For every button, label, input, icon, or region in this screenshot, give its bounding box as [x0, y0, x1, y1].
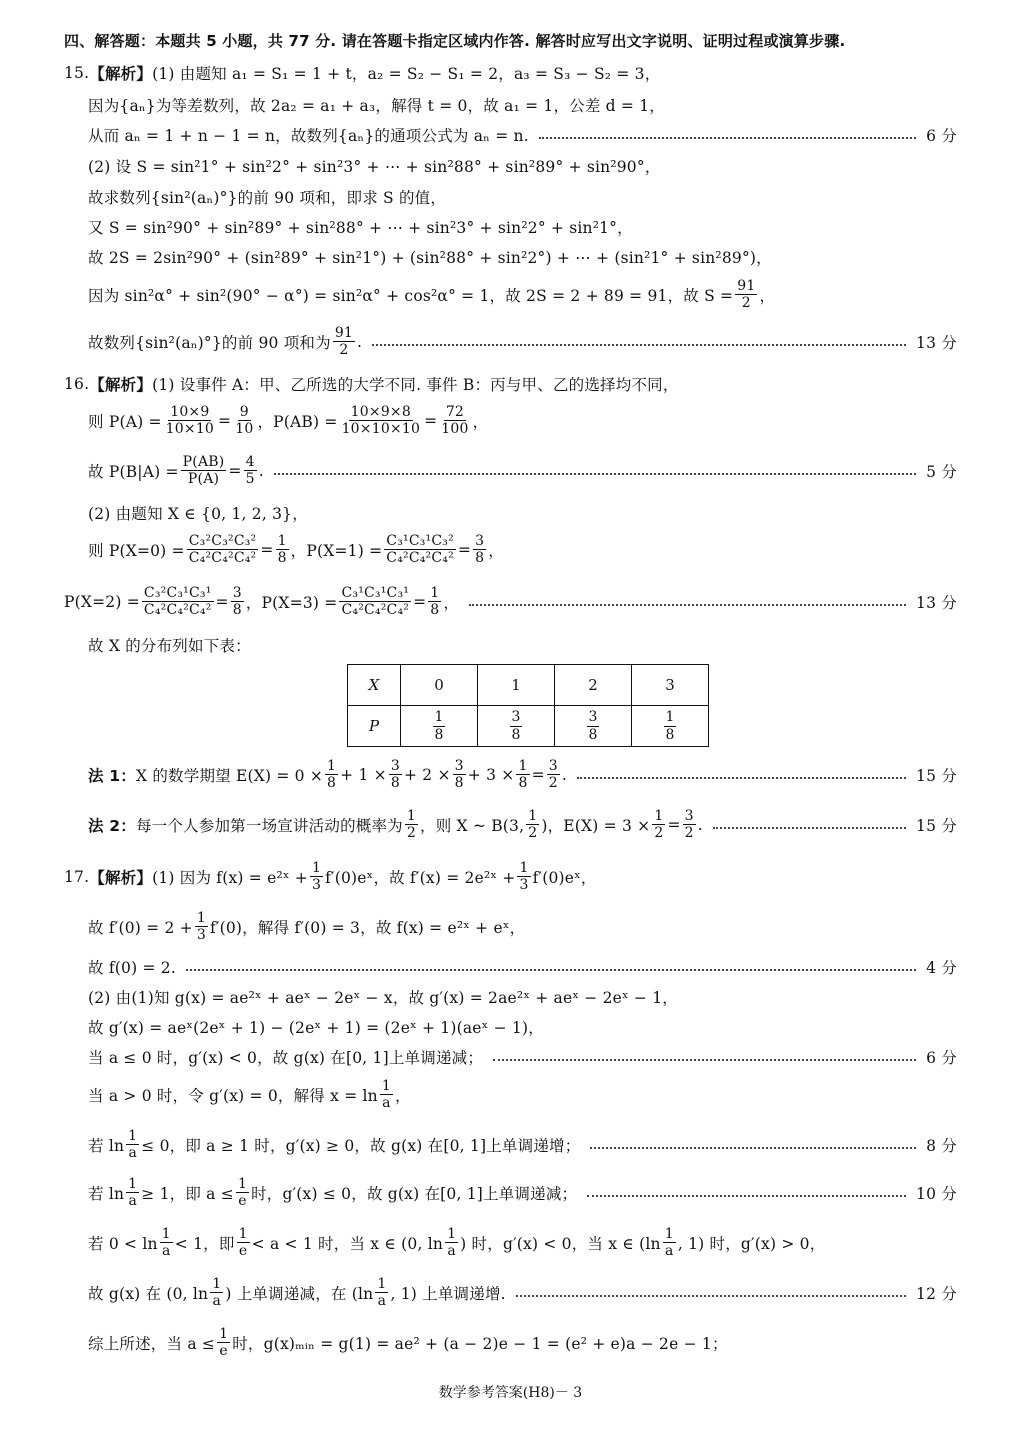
- text-segment: ，: [488, 541, 504, 560]
- denominator: 8: [327, 775, 337, 792]
- fraction: [516, 758, 529, 791]
- denominator: C₄²C₄²C₄²: [143, 602, 212, 619]
- question-number: 16.: [64, 375, 90, 393]
- text-segment: 故 P(B|A) =: [88, 462, 179, 481]
- fraction: [181, 454, 227, 487]
- q15-line-9: [88, 325, 957, 358]
- denominator: 8: [390, 775, 400, 792]
- fraction: [340, 404, 423, 437]
- numerator: 3: [511, 709, 521, 726]
- text-segment: =: [457, 540, 472, 559]
- score: 13 分: [916, 333, 957, 352]
- distribution-table: [347, 664, 709, 747]
- score: 5 分: [926, 462, 957, 481]
- q16-line-5: [88, 533, 957, 566]
- text-segment: .: [561, 765, 568, 784]
- analysis-tag: 【解析】: [89, 376, 153, 394]
- denominator: 2: [528, 825, 538, 842]
- score: 13 分: [916, 593, 957, 612]
- text-segment: )，E(X) = 3 ×: [541, 816, 651, 835]
- fraction: [735, 278, 757, 311]
- denominator: e: [219, 1343, 228, 1360]
- table-cell: [555, 706, 632, 747]
- q17-line-2: [88, 910, 957, 943]
- table-cell: 2: [555, 665, 632, 706]
- table-row: [348, 665, 709, 706]
- table-row: [348, 706, 709, 747]
- dot-leader: [577, 777, 906, 779]
- table-cell: 1: [478, 665, 555, 706]
- dot-leader: [493, 1059, 916, 1061]
- denominator: 8: [511, 726, 521, 743]
- text-segment: 则 P(X=0) =: [88, 541, 185, 560]
- table-header-cell: P: [348, 706, 401, 747]
- text-segment: 若 ln: [88, 1136, 125, 1155]
- denominator: 10×10: [165, 421, 215, 438]
- section-header: 四、解答题：本题共 5 小题，共 77 分. 请在答题卡指定区域内作答. 解答时应写出文字说明、证明过程或演算步骤.: [64, 32, 846, 50]
- q17-line-10: [88, 1226, 957, 1259]
- fraction: [310, 860, 323, 893]
- dot-leader: [469, 604, 906, 606]
- fraction: [433, 709, 446, 742]
- text-segment: 故数列{sin²(aₙ)°}的前 90 项和为: [88, 333, 331, 352]
- denominator: 10×10×10: [341, 421, 421, 438]
- denominator: C₄²C₄²C₄²: [386, 550, 454, 567]
- score: 6 分: [926, 1049, 957, 1067]
- fraction: [231, 585, 244, 618]
- text-segment: 故 2S = 2sin²90° + (sin²89° + sin²1°) + (sin²88° + sin²2°) + ⋯ + (sin²1° + sin²89°)，: [88, 249, 772, 267]
- q17-line-11: [88, 1276, 957, 1309]
- text-segment: ，则 X ~ B(3,: [420, 816, 525, 835]
- numerator: 1: [528, 808, 538, 824]
- denominator: 5: [245, 471, 255, 488]
- denominator: a: [447, 1243, 456, 1260]
- numerator: 4: [245, 454, 255, 470]
- text-segment: 又 S = sin²90° + sin²89° + sin²88° + ⋯ + sin²3° + sin²2° + sin²1°，: [88, 219, 633, 237]
- q15-line-5: [88, 186, 957, 208]
- denominator: a: [665, 1243, 674, 1260]
- fraction: [389, 758, 402, 791]
- denominator: 3: [519, 877, 529, 894]
- table-cell: 3: [632, 665, 709, 706]
- text-segment: =: [413, 592, 427, 611]
- denominator: C₄²C₄²C₄²: [341, 602, 410, 619]
- numerator: 1: [128, 1176, 138, 1192]
- text-segment: < a < 1 时，当 x ∈ (0, ln: [251, 1234, 444, 1253]
- numerator: 10×9×8: [350, 404, 411, 420]
- fraction: [164, 404, 216, 437]
- text-segment: 时，g′(x) ≤ 0，故 g(x) 在[0, 1]上单调递减；: [251, 1184, 578, 1203]
- dot-leader: [186, 969, 916, 971]
- q17-line-1: [64, 860, 957, 893]
- q15-line-1: [64, 62, 957, 84]
- numerator: 1: [237, 1176, 248, 1192]
- q15-line-4: [88, 155, 957, 177]
- text-segment: , 1) 时，g′(x) > 0，: [677, 1234, 826, 1253]
- numerator: 1: [518, 758, 528, 774]
- fraction: [428, 585, 441, 618]
- denominator: 3: [311, 877, 322, 894]
- text-segment: =: [228, 461, 242, 480]
- numerator: C₃¹C₃¹C₃¹: [341, 585, 410, 601]
- denominator: 10: [235, 421, 254, 438]
- table-cell: [401, 706, 478, 747]
- q15-line-2: [88, 94, 957, 116]
- numerator: 1: [238, 1226, 248, 1242]
- text-segment: f′(0)eˣ，故 f′(x) = 2e²ˣ +: [325, 868, 516, 887]
- denominator: a: [377, 1293, 387, 1310]
- score: 10 分: [916, 1184, 957, 1203]
- numerator: 1: [377, 1276, 387, 1292]
- fraction: [384, 533, 456, 566]
- question-number: 17.: [64, 867, 90, 886]
- score: 12 分: [916, 1284, 957, 1303]
- denominator: 8: [588, 726, 598, 743]
- text-segment: =: [531, 765, 545, 784]
- q17-line-5: [88, 1016, 957, 1038]
- numerator: 1: [212, 1276, 222, 1292]
- q16-line-4: [88, 502, 957, 524]
- text-segment: 法 2：: [88, 816, 136, 835]
- q16-line-1: [64, 373, 957, 395]
- text-segment: ，P(X=1) =: [290, 541, 383, 560]
- text-segment: (1) 由题知 a₁ = S₁ = 1 + t，a₂ = S₂ − S₁ = 2，a₃ = S₃ − S₂ = 3，: [152, 65, 661, 83]
- table-header-cell: X: [348, 665, 401, 706]
- q16-line-2: [88, 404, 957, 437]
- text-segment: .: [697, 815, 703, 834]
- dot-leader: [587, 1195, 906, 1197]
- q17-line-8: [88, 1128, 957, 1161]
- text-segment: 故 g′(x) = aeˣ(2eˣ + 1) − (2eˣ + 1) = (2eˣ + 1)(aeˣ − 1)，: [88, 1019, 544, 1037]
- numerator: 1: [665, 709, 675, 726]
- denominator: e: [238, 1193, 247, 1210]
- numerator: 91: [334, 325, 354, 341]
- fraction: [195, 910, 208, 943]
- text-segment: ，: [472, 412, 489, 431]
- q17-line-9: [88, 1176, 957, 1209]
- text-segment: ，P(AB) =: [257, 412, 338, 431]
- numerator: 1: [311, 860, 322, 876]
- denominator: 2: [339, 342, 349, 359]
- denominator: 8: [518, 775, 528, 792]
- text-segment: ) 时，g′(x) < 0，当 x ∈ (ln: [460, 1234, 661, 1253]
- text-segment: 因为 sin²α° + sin²(90° − α°) = sin²α° + cos²α° = 1，故 2S = 2 + 89 = 91，故 S =: [88, 286, 734, 305]
- denominator: 2: [548, 775, 558, 792]
- numerator: 3: [475, 533, 485, 549]
- numerator: 1: [664, 1226, 674, 1242]
- denominator: a: [212, 1293, 222, 1310]
- text-segment: 时，g(x)ₘᵢₙ = g(1) = ae² + (a − 2)e − 1 = (e² + e)a − 2e − 1；: [232, 1334, 728, 1353]
- numerator: 3: [684, 808, 694, 824]
- denominator: 3: [196, 927, 206, 944]
- q16-line-3: [88, 454, 957, 487]
- q15-line-7: [88, 246, 957, 268]
- score: 15 分: [916, 766, 957, 785]
- text-segment: 故求数列{sin²(aₙ)°}的前 90 项和，即求 S 的值，: [88, 189, 447, 207]
- denominator: a: [161, 1243, 171, 1260]
- numerator: 1: [447, 1226, 457, 1242]
- text-segment: 因为{aₙ}为等差数列，故 2a₂ = a₁ + a₃，解得 t = 0，故 a₁ = 1，公差 d = 1，: [88, 97, 666, 115]
- numerator: 91: [737, 278, 756, 294]
- numerator: 1: [654, 808, 664, 824]
- numerator: 1: [327, 758, 337, 774]
- numerator: 72: [445, 404, 465, 420]
- fraction: [187, 533, 259, 566]
- text-segment: 故 f′(0) = 2 +: [88, 918, 193, 937]
- text-segment: 则 P(A) =: [88, 412, 162, 431]
- q15-line-8: [88, 278, 957, 311]
- denominator: C₄²C₄²C₄²: [188, 550, 257, 567]
- text-segment: 故 X 的分布列如下表：: [88, 637, 251, 655]
- q16-method-1: [88, 758, 957, 791]
- text-segment: =: [215, 592, 229, 611]
- numerator: 1: [277, 533, 287, 549]
- text-segment: .: [258, 461, 264, 480]
- table-cell: [632, 706, 709, 747]
- q17-line-7: [88, 1078, 957, 1111]
- denominator: 2: [741, 295, 751, 312]
- text-segment: ，P(X=3) =: [245, 593, 338, 612]
- text-segment: f′(0)eˣ，: [532, 868, 597, 887]
- text-segment: =: [424, 411, 438, 430]
- q17-line-6: [88, 1046, 957, 1068]
- score: 8 分: [926, 1136, 957, 1155]
- score: 15 分: [916, 816, 957, 835]
- numerator: 1: [434, 709, 444, 726]
- text-segment: .: [357, 332, 363, 351]
- text-segment: P(X=2) =: [64, 592, 140, 611]
- numerator: 3: [588, 709, 598, 726]
- fraction: [333, 325, 355, 358]
- denominator: a: [128, 1193, 137, 1210]
- fraction: [210, 1276, 223, 1309]
- question-number: 15.: [64, 64, 90, 82]
- fraction: [405, 808, 418, 841]
- q16-line-7: [88, 634, 957, 656]
- analysis-tag: 【解析】: [89, 65, 153, 83]
- numerator: C₃²C₃¹C₃¹: [143, 585, 212, 601]
- fraction: [473, 533, 486, 566]
- text-segment: ，: [443, 593, 460, 612]
- score: 6 分: [926, 127, 957, 145]
- numerator: 1: [161, 1226, 171, 1242]
- fraction: [244, 454, 257, 487]
- fraction: [237, 1226, 250, 1259]
- denominator: 8: [434, 726, 444, 743]
- denominator: a: [382, 1095, 391, 1112]
- dot-leader: [539, 137, 916, 139]
- fraction: [339, 585, 411, 618]
- fraction: [526, 808, 539, 841]
- text-segment: =: [218, 411, 232, 430]
- text-segment: ≥ 1，即 a ≤: [141, 1184, 234, 1203]
- text-segment: =: [667, 815, 681, 834]
- denominator: 8: [277, 550, 287, 567]
- text-segment: < 1，即: [174, 1234, 235, 1253]
- fraction: [142, 585, 214, 618]
- text-segment: + 1 ×: [340, 765, 387, 784]
- numerator: P(AB): [182, 454, 225, 470]
- fraction: [126, 1128, 139, 1161]
- text-segment: (2) 设 S = sin²1° + sin²2° + sin²3° + ⋯ + sin²88° + sin²89° + sin²90°，: [88, 158, 661, 176]
- text-segment: 故 g(x) 在 (0, ln: [88, 1284, 209, 1303]
- q17-line-12: [88, 1326, 957, 1359]
- fraction: [217, 1326, 230, 1359]
- q15-line-3: [88, 124, 957, 146]
- text-segment: (1) 设事件 A：甲、乙所选的大学不同. 事件 B：丙与甲、乙的选择均不同，: [152, 376, 679, 394]
- text-segment: ≤ 0，即 a ≥ 1 时，g′(x) ≥ 0，故 g(x) 在[0, 1]上单调递增；: [141, 1136, 581, 1155]
- numerator: C₃¹C₃¹C₃²: [386, 533, 454, 549]
- fraction: [664, 709, 677, 742]
- q17-line-3: [88, 956, 957, 978]
- denominator: e: [238, 1243, 248, 1260]
- denominator: P(A): [187, 471, 220, 488]
- text-segment: 若 0 < ln: [88, 1234, 158, 1253]
- denominator: 2: [654, 825, 664, 842]
- denominator: 8: [665, 726, 675, 743]
- fraction: [652, 808, 665, 841]
- table-cell: 0: [401, 665, 478, 706]
- text-segment: + 3 ×: [467, 765, 515, 784]
- fraction: [325, 758, 338, 791]
- fraction: [663, 1226, 676, 1259]
- dot-leader: [713, 827, 906, 829]
- text-segment: 当 a ≤ 0 时，g′(x) < 0，故 g(x) 在[0, 1]上单调递减；: [88, 1049, 484, 1067]
- numerator: 9: [239, 404, 249, 420]
- numerator: C₃²C₃²C₃²: [188, 533, 257, 549]
- score: 4 分: [926, 959, 957, 977]
- q17-line-4: [88, 986, 957, 1008]
- denominator: a: [128, 1145, 137, 1162]
- text-segment: =: [260, 540, 274, 559]
- text-segment: 从而 aₙ = 1 + n − 1 = n，故数列{aₙ}的通项公式为 aₙ = n.: [88, 127, 529, 145]
- text-segment: ) 上单调递减，在 (ln: [225, 1284, 374, 1303]
- fraction: [587, 709, 600, 742]
- fraction: [547, 758, 560, 791]
- fraction: [439, 404, 470, 437]
- fraction: [380, 1078, 393, 1111]
- text-segment: 每一个人参加第一场宣讲活动的概率为: [135, 816, 403, 835]
- dot-leader: [274, 473, 916, 475]
- denominator: 8: [475, 550, 485, 567]
- text-segment: (2) 由(1)知 g(x) = ae²ˣ + aeˣ − 2eˣ − x，故 g′(x) = 2ae²ˣ + aeˣ − 2eˣ − 1，: [88, 989, 678, 1007]
- numerator: 1: [406, 808, 416, 824]
- fraction: [510, 709, 523, 742]
- numerator: 3: [454, 758, 464, 774]
- numerator: 3: [232, 585, 242, 601]
- numerator: 1: [381, 1078, 391, 1094]
- text-segment: 综上所述，当 a ≤: [88, 1334, 216, 1353]
- denominator: 2: [684, 825, 694, 842]
- fraction: [126, 1176, 139, 1209]
- fraction: [517, 860, 530, 893]
- text-segment: (1) 因为 f(x) = e²ˣ +: [152, 868, 308, 887]
- dot-leader: [516, 1295, 906, 1297]
- dot-leader: [372, 344, 906, 346]
- denominator: 8: [430, 602, 440, 619]
- text-segment: X 的数学期望 E(X) = 0 ×: [135, 766, 324, 785]
- q16-line-6: [64, 585, 957, 618]
- numerator: 1: [196, 910, 206, 926]
- q16-method-2: [88, 808, 957, 841]
- text-segment: 当 a > 0 时，令 g′(x) = 0，解得 x = ln: [88, 1086, 378, 1105]
- text-segment: 故 f(0) = 2.: [88, 959, 176, 977]
- text-segment: ，: [394, 1086, 411, 1105]
- numerator: 3: [548, 758, 558, 774]
- numerator: 10×9: [170, 404, 210, 420]
- analysis-tag: 【解析】: [89, 868, 153, 887]
- text-segment: ，: [759, 286, 776, 305]
- fraction: [160, 1226, 173, 1259]
- text-segment: (2) 由题知 X ∈ {0, 1, 2, 3}，: [88, 505, 308, 523]
- dot-leader: [590, 1147, 916, 1149]
- fraction: [683, 808, 696, 841]
- q15-line-6: [88, 216, 957, 238]
- fraction: [233, 404, 255, 437]
- denominator: 100: [441, 421, 469, 438]
- denominator: 8: [232, 602, 242, 619]
- table-cell: [478, 706, 555, 747]
- numerator: 1: [519, 860, 529, 876]
- text-segment: f′(0)，解得 f′(0) = 3，故 f(x) = e²ˣ + eˣ，: [209, 918, 526, 937]
- fraction: [375, 1276, 388, 1309]
- page-footer: 数学参考答案(H8)－ 3: [438, 1385, 583, 1401]
- fraction: [236, 1176, 249, 1209]
- text-segment: 若 ln: [88, 1184, 125, 1203]
- numerator: 1: [430, 585, 440, 601]
- numerator: 3: [390, 758, 400, 774]
- numerator: 1: [128, 1128, 138, 1144]
- numerator: 1: [219, 1326, 229, 1342]
- text-segment: + 2 ×: [403, 765, 451, 784]
- text-segment: , 1) 上单调递增.: [390, 1284, 506, 1303]
- fraction: [453, 758, 466, 791]
- text-segment: 法 1：: [88, 766, 136, 785]
- fraction: [276, 533, 289, 566]
- denominator: 8: [454, 775, 464, 792]
- fraction: [445, 1226, 458, 1259]
- denominator: 2: [406, 825, 416, 842]
